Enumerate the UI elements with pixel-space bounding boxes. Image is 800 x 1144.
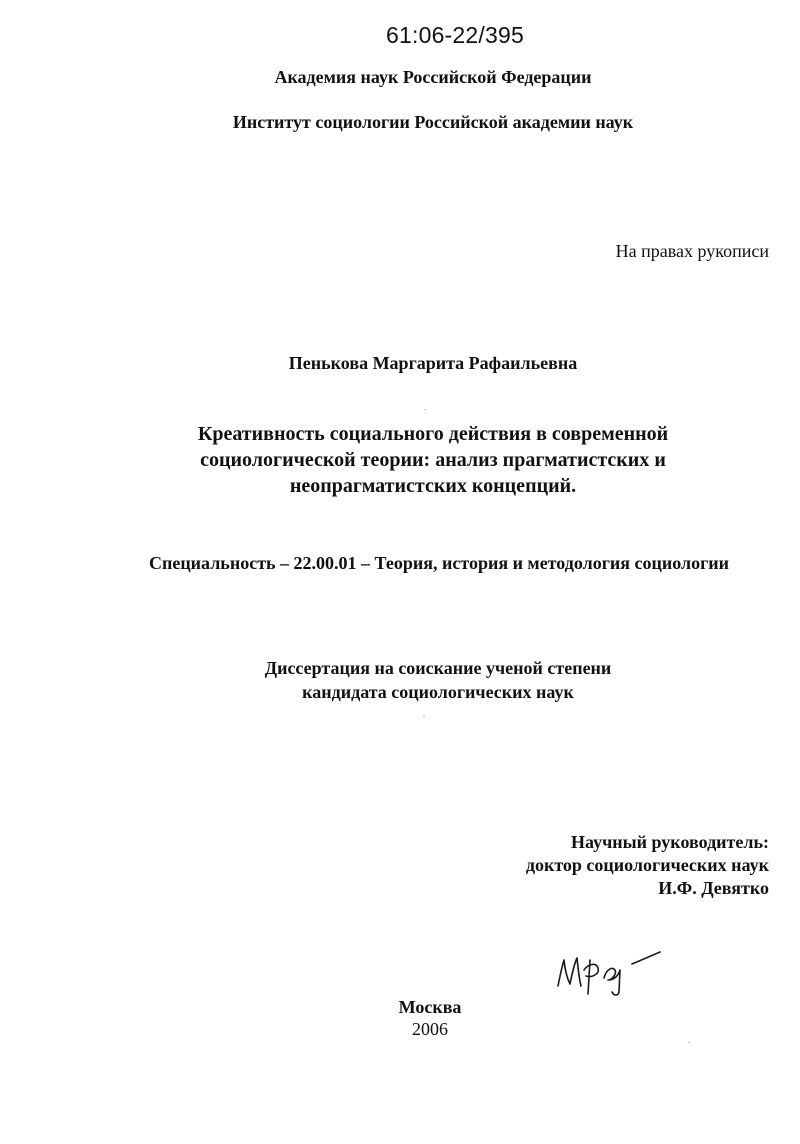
supervisor-name: И.Ф. Девятко <box>658 878 769 898</box>
supervisor-block <box>526 831 769 900</box>
scan-speck <box>424 409 426 410</box>
academy-name: Академия наук Российской Федерации <box>274 67 592 87</box>
specialty-line: Специальность – 22.00.01 – Теория, история и методология социологии <box>148 553 730 573</box>
city-year-block <box>0 996 800 1040</box>
scan-speck <box>423 716 425 717</box>
supervisor-degree: доктор социологических наук <box>525 855 769 875</box>
title-line: Креативность социального действия в современной <box>197 423 669 445</box>
manuscript-rights-note: На правах рукописи <box>615 241 769 261</box>
handwritten-signature-icon <box>548 940 678 1000</box>
scan-speck <box>688 1042 690 1043</box>
title-line: неопрагматистских концепций. <box>289 475 577 497</box>
archive-code: 61:06-22/395 <box>386 22 524 48</box>
dissertation-title <box>150 421 716 499</box>
year: 2006 <box>412 1019 448 1039</box>
degree-line: Диссертация на соискание ученой степени <box>264 658 612 678</box>
city-name: Москва <box>398 997 462 1017</box>
degree-statement <box>0 656 800 704</box>
institute-name: Институт социологии Российской академии наук <box>232 112 634 132</box>
supervisor-label: Научный руководитель: <box>571 832 769 852</box>
title-line: социологической теории: анализ прагматистских и <box>200 449 666 471</box>
degree-line: кандидата социологических наук <box>302 682 574 702</box>
author-name: Пенькова Маргарита Рафаильевна <box>288 353 578 373</box>
